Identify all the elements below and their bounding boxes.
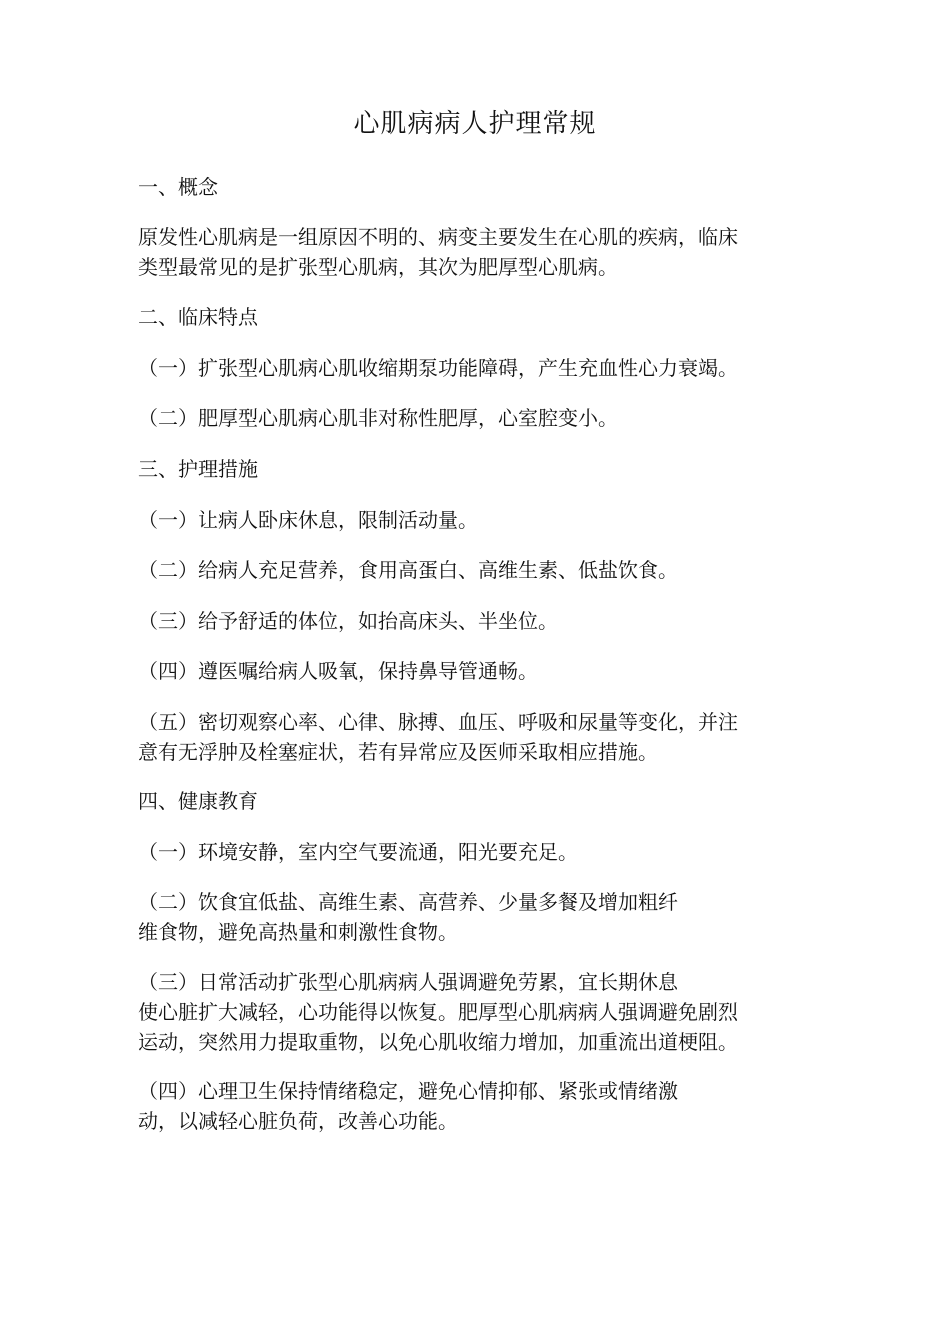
text-line: （五）密切观察心率、心律、脉搏、血压、呼吸和尿量等变化，并注 [138,710,738,734]
text-line: 原发性心肌病是一组原因不明的、病变主要发生在心肌的疾病，临床 [138,225,738,249]
paragraph-education-2 [138,887,812,947]
paragraph-education-4 [138,1076,812,1136]
section-heading-concept [138,172,812,202]
text-line: （二）饮食宜低盐、高维生素、高营养、少量多餐及增加粗纤 [138,890,678,914]
text-line: （一）环境安静，室内空气要流通，阳光要充足。 [138,840,578,864]
text-line: （四）心理卫生保持情绪稳定，避免心情抑郁、紧张或情绪激 [138,1079,678,1103]
text-line: （一）让病人卧床休息，限制活动量。 [138,508,478,532]
paragraph-clinical-1 [138,353,812,383]
paragraph-nursing-1 [138,505,812,535]
paragraph-nursing-5 [138,707,812,767]
paragraph-nursing-4 [138,656,812,686]
text-line: 一、概念 [138,175,218,199]
section-heading-nursing [138,454,812,484]
text-line: 二、临床特点 [138,305,258,329]
paragraph-concept [138,222,812,282]
paragraph-clinical-2 [138,403,812,433]
text-line: （一）扩张型心肌病心肌收缩期泵功能障碍，产生充血性心力衰竭。 [138,356,738,380]
paragraph-education-3 [138,967,812,1057]
text-line: 四、健康教育 [138,789,258,813]
text-line: （四）遵医嘱给病人吸氧，保持鼻导管通畅。 [138,659,538,683]
text-line: （二）肥厚型心肌病心肌非对称性肥厚，心室腔变小。 [138,406,618,430]
text-line: 维食物，避免高热量和刺激性食物。 [138,920,458,944]
text-line: 使心脏扩大减轻，心功能得以恢复。肥厚型心肌病病人强调避免剧烈 [138,1000,738,1024]
section-heading-clinical [138,302,812,332]
paragraph-nursing-2 [138,555,812,585]
text-line: 动，以减轻心脏负荷，改善心功能。 [138,1109,458,1133]
section-heading-education [138,786,812,816]
text-line: 运动，突然用力提取重物，以免心肌收缩力增加，加重流出道梗阻。 [138,1030,738,1054]
text-line: （二）给病人充足营养，食用高蛋白、高维生素、低盐饮食。 [138,558,678,582]
paragraph-nursing-3 [138,606,812,636]
page-title: 心肌病病人护理常规 [353,109,597,139]
text-line: （三）日常活动扩张型心肌病病人强调避免劳累，宜长期休息 [138,970,678,994]
text-line: 三、护理措施 [138,457,258,481]
paragraph-education-1 [138,837,812,867]
text-line: 类型最常见的是扩张型心肌病，其次为肥厚型心肌病。 [138,255,618,279]
text-line: （三）给予舒适的体位，如抬高床头、半坐位。 [138,609,558,633]
text-line: 意有无浮肿及栓塞症状，若有异常应及医师采取相应措施。 [138,740,658,764]
